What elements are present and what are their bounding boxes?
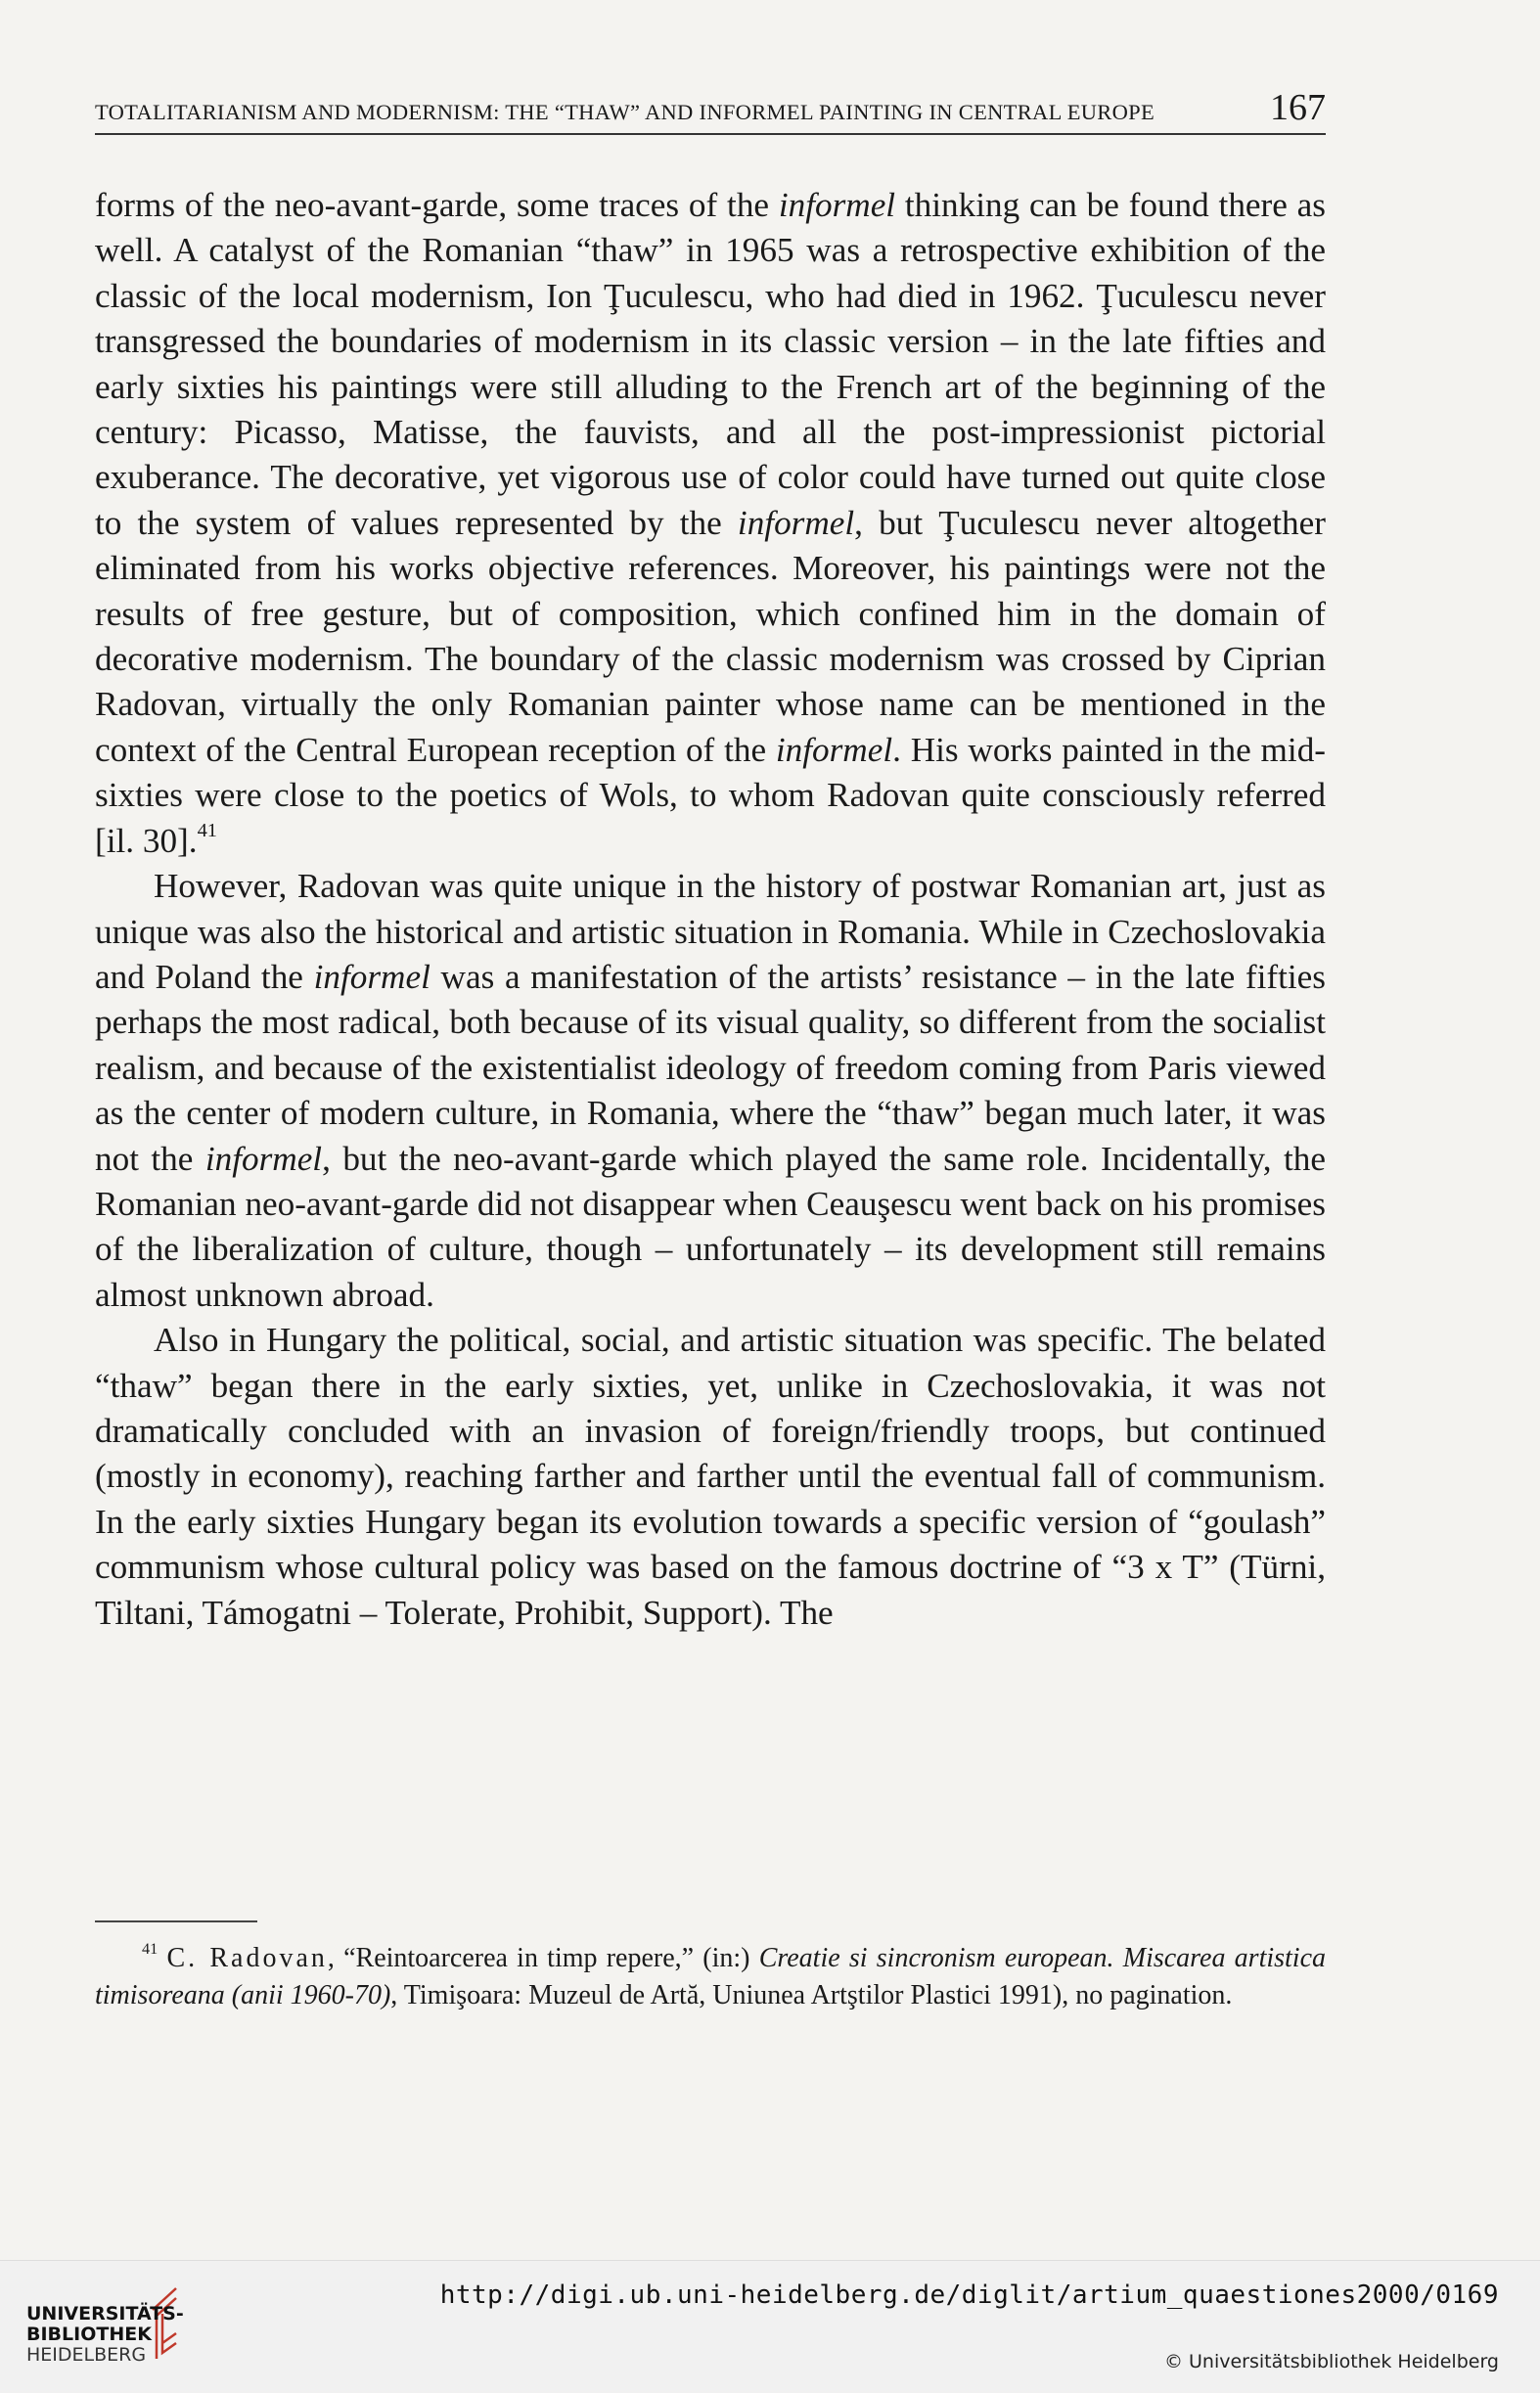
- paragraph-2: [95, 864, 1326, 1318]
- footnote-rule: [95, 1920, 257, 1922]
- footnote: $^{41}$ C. Radovan, “Reintoarcerea in timp repere,” (in:) Creatie si sincronism european. Miscarea artistica timisoreana (anii 1960-70), Timişoara: Muzeul de Artă, Uniunea Artştilor Plastici 1991), no pagination.: [95, 1940, 1327, 2010]
- page-number: 167: [1270, 87, 1326, 128]
- text-run: , but Ţuculescu never altogether eliminated from his works objective references. Moreover, his paintings were not the results of free gesture, but of composition, which confined him in the domain of decorative modernism. The boundary of the classic modernism was crossed by Ciprian Radovan, virtually the only Romanian painter whose name can be mentioned in the context of the Central European reception of the: [95, 503, 1326, 769]
- text-run: thinking can be found there as well. A catalyst of the Romanian “thaw” in 1965 was a retrospective exhibition of the classic of the local modernism, Ion Ţuculescu, who had died in 1962. Ţuculescu never transgressed the boundaries of modernism in its classic version – in the late fifties and early sixties his paintings were still alluding to the French art of the beginning of the century: Picasso, Matisse, the fauvists, and all the post-impressionist pictorial exuberance. The decorative, yet vigorous use of color could have turned out quite close to the system of values represented by the: [95, 186, 1326, 542]
- footnote-title: “Reintoarcerea in timp repere,” (in:): [343, 1943, 759, 1973]
- italic-term: informel: [313, 957, 430, 996]
- text-run: forms of the neo-avant-garde, some traces of the: [95, 186, 779, 224]
- footnote-number: 41: [142, 1940, 159, 1959]
- paragraph-1: [95, 183, 1326, 864]
- running-head: [95, 87, 1326, 135]
- italic-term: informel: [778, 186, 896, 224]
- library-name: [26, 2304, 184, 2366]
- italic-term: informel: [737, 503, 855, 542]
- library-name-line3: HEIDELBERG: [26, 2344, 147, 2366]
- running-head-title: TOTALITARIANISM AND MODERNISM: THE “THAW” AND INFORMEL PAINTING IN CENTRAL EUROPE: [95, 100, 1155, 124]
- library-name-line1: UNIVERSITÄTS-: [26, 2303, 184, 2325]
- footnote-rest: , Timişoara: Muzeul de Artă, Uniunea Artştilor Plastici 1991), no pagination.: [390, 1980, 1233, 2010]
- text-run: . His works painted in the mid-sixties were close to the poetics of Wols, to whom Radovan quite consciously referred [il. 30].: [95, 730, 1326, 860]
- italic-term: informel: [204, 1139, 323, 1178]
- body-text: [95, 183, 1326, 1636]
- copyright-notice: © Universitätsbibliothek Heidelberg: [1163, 2351, 1499, 2372]
- text-run: Also in Hungary the political, social, and artistic situation was specific. The belated “thaw” began there in the early sixties, yet, unlike in Czechoslovakia, it was not dramatically concluded with an invasion of foreign/friendly troops, but continued (mostly in economy), reaching farther and farther until the eventual fall of communism. In the early sixties Hungary began its evolution towards a specific version of “goulash” communism whose cultural policy was based on the famous doctrine of “3 x T” (Türni, Tiltani, Támogatni – Tolerate, Prohibit, Support). The: [95, 1321, 1326, 1632]
- library-footer: [0, 2260, 1540, 2393]
- footnote-author: C. Radovan: [166, 1943, 328, 1973]
- text-run: was a manifestation of the artists’ resistance – in the late fifties perhaps the most radical, both because of its visual quality, so different from the socialist realism, and because of the existentialist ideology of freedom coming from Paris viewed as the center of modern culture, in Romania, where the “thaw” began much later, it was not the: [95, 957, 1326, 1178]
- italic-term: informel: [775, 730, 893, 769]
- footnote-book: Creatie si sincronism european. Miscarea artistica timisoreana (anii 1960-70): [95, 1943, 1327, 2010]
- footnote-reference[interactable]: 41: [197, 819, 217, 841]
- permalink-url[interactable]: http://digi.ub.uni-heidelberg.de/diglit/artium_quaestiones2000/0169: [439, 2280, 1499, 2310]
- text-run: , but the neo-avant-garde which played the same role. Incidentally, the Romanian neo-avant-garde did not disappear when Ceauşescu went back on his promises of the liberalization of culture, though – unfortunately – its development still remains almost unknown abroad.: [95, 1139, 1326, 1314]
- text-run: However, Radovan was quite unique in the history of postwar Romanian art, just as unique was also the historical and artistic situation in Romania. While in Czechoslovakia and Poland the: [95, 867, 1326, 996]
- paragraph-3: [95, 1318, 1326, 1636]
- library-name-line2: BIBLIOTHEK: [26, 2324, 152, 2345]
